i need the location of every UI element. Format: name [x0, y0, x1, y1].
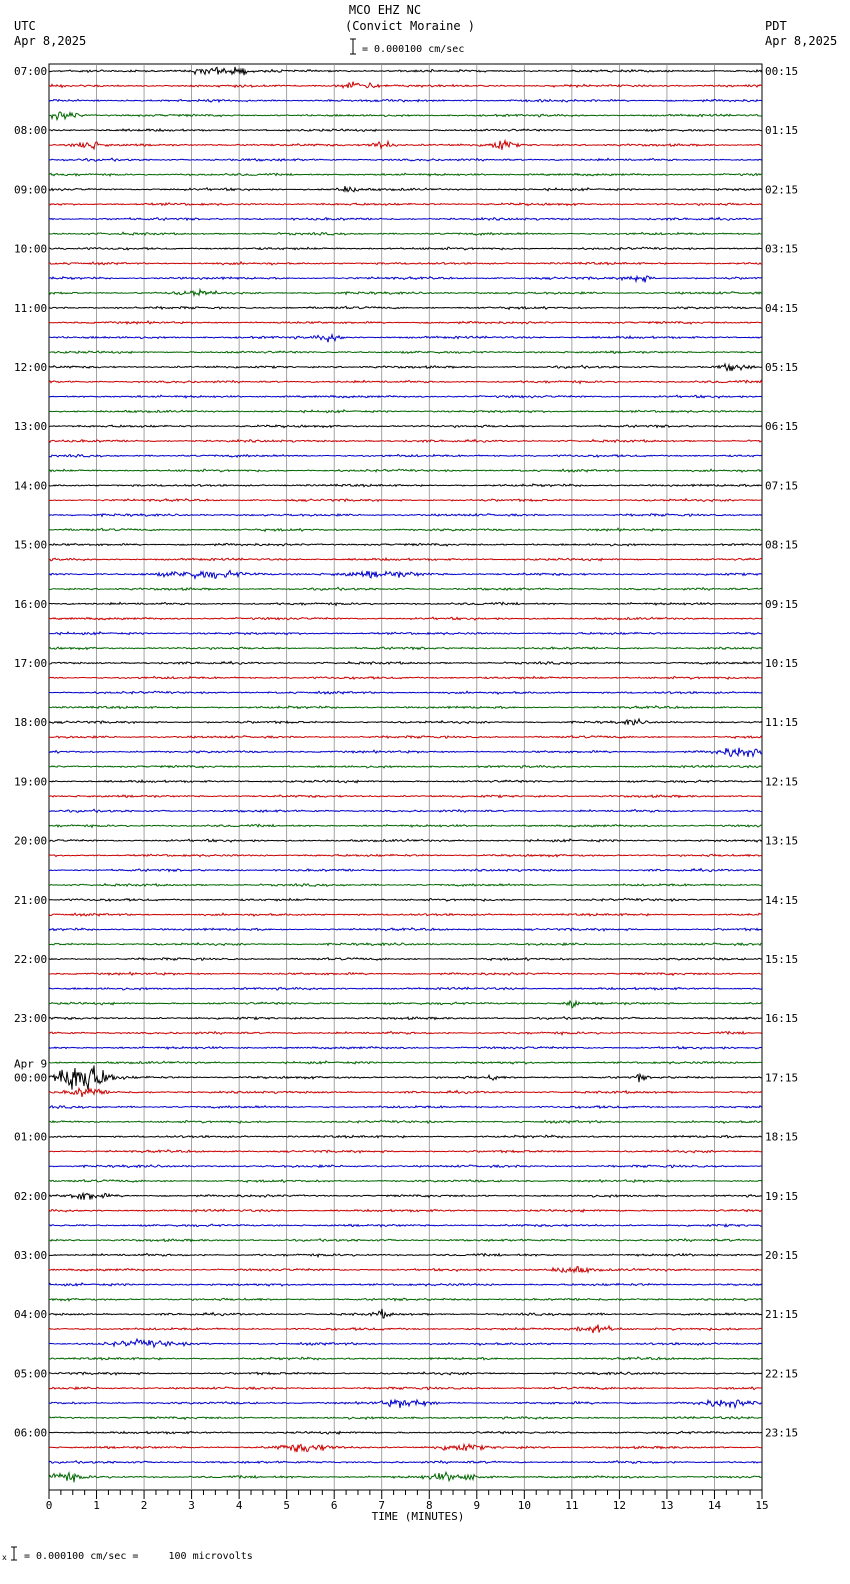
trace-row-65: [49, 1031, 762, 1034]
right-time-label: 22:15: [765, 1367, 799, 1381]
x-tick-label: 11: [565, 1499, 579, 1512]
x-axis-label: TIME (MINUTES): [371, 1510, 465, 1523]
trace-row-89: [49, 1387, 762, 1390]
left-time-label: 14:00: [14, 479, 48, 493]
trace-row-34: [49, 570, 762, 578]
right-time-label: 15:15: [765, 953, 799, 966]
right-time-label: 09:15: [765, 597, 799, 611]
trace-row-68: [49, 1065, 762, 1089]
x-tick-label: 7: [378, 1499, 386, 1512]
trace-row-45: [49, 736, 762, 739]
x-tick-label: 13: [660, 1499, 674, 1512]
trace-row-13: [49, 262, 762, 265]
trace-row-38: [49, 632, 762, 635]
left-timezone: UTC: [14, 19, 36, 33]
trace-row-91: [49, 1417, 762, 1420]
x-tick-label: 4: [235, 1499, 243, 1512]
trace-row-84: [49, 1309, 762, 1318]
trace-group: [49, 67, 762, 1482]
left-time-label: 00:00: [14, 1071, 48, 1085]
left-time-label: 21:00: [14, 893, 48, 907]
left-time-label: 17:00: [14, 657, 48, 670]
left-time-label: 07:00: [14, 65, 48, 78]
trace-row-33: [49, 558, 762, 561]
right-time-label: 13:15: [765, 834, 799, 848]
trace-row-21: [49, 380, 762, 383]
left-time-label: 16:00: [14, 597, 48, 611]
trace-row-81: [49, 1266, 762, 1272]
trace-row-16: [49, 306, 762, 309]
trace-row-73: [49, 1150, 762, 1153]
trace-row-1: [49, 82, 762, 88]
trace-row-83: [49, 1298, 762, 1301]
right-time-label: 21:15: [765, 1308, 799, 1322]
trace-row-52: [49, 839, 762, 842]
x-tick-label: 6: [330, 1499, 338, 1512]
x-tick-label: 9: [473, 1499, 481, 1512]
x-tick-label: 10: [517, 1499, 531, 1512]
trace-row-10: [49, 218, 762, 221]
right-time-label: 08:15: [765, 538, 799, 552]
trace-row-77: [49, 1209, 762, 1212]
trace-row-4: [49, 129, 762, 132]
trace-row-43: [49, 706, 762, 709]
station-location: (Convict Moraine ): [344, 19, 476, 33]
trace-row-64: [49, 1017, 762, 1020]
trace-row-66: [49, 1047, 762, 1050]
x-axis: [46, 1490, 769, 1512]
trace-row-44: [49, 719, 762, 725]
right-time-label: 03:15: [765, 242, 799, 256]
trace-row-82: [49, 1283, 762, 1286]
left-time-label: 02:00: [14, 1189, 48, 1203]
x-tick-label: 5: [283, 1499, 290, 1512]
trace-row-12: [49, 247, 762, 250]
trace-row-85: [49, 1325, 762, 1333]
trace-row-9: [49, 203, 762, 206]
trace-row-11: [49, 232, 762, 235]
left-time-label: 08:00: [14, 124, 48, 138]
trace-row-76: [49, 1193, 762, 1199]
right-timezone: PDT: [765, 19, 787, 33]
right-time-labels: [765, 65, 798, 1440]
trace-row-74: [49, 1165, 762, 1168]
x-tick-label: 14: [707, 1499, 722, 1512]
trace-row-57: [49, 913, 762, 916]
right-time-label: 10:15: [765, 657, 799, 670]
trace-row-40: [49, 661, 762, 664]
right-time-label: 00:15: [765, 65, 799, 78]
trace-row-51: [49, 824, 762, 827]
trace-row-30: [49, 514, 762, 517]
station-title: MCO EHZ NC: [348, 3, 422, 17]
right-time-label: 18:15: [765, 1130, 799, 1144]
trace-row-47: [49, 765, 762, 768]
trace-row-93: [49, 1444, 762, 1452]
trace-row-8: [49, 186, 762, 192]
trace-row-15: [49, 290, 762, 296]
left-time-label: 22:00: [14, 953, 48, 966]
trace-row-25: [49, 439, 762, 442]
trace-row-95: [49, 1472, 762, 1482]
header-scale-text: = 0.000100 cm/sec: [362, 44, 465, 55]
left-time-label: 20:00: [14, 834, 48, 848]
trace-row-63: [49, 1001, 762, 1008]
left-time-label: 10:00: [14, 242, 48, 256]
left-time-label: 12:00: [14, 361, 48, 374]
left-time-label: 15:00: [14, 538, 48, 552]
trace-row-56: [49, 898, 762, 901]
footer-prefix: x: [2, 1553, 7, 1562]
right-time-label: 20:15: [765, 1249, 799, 1262]
trace-row-49: [49, 795, 762, 798]
left-time-label: 05:00: [14, 1367, 48, 1381]
trace-row-22: [49, 395, 762, 398]
trace-row-94: [49, 1461, 762, 1464]
trace-row-62: [49, 987, 762, 990]
right-time-label: 19:15: [765, 1189, 799, 1203]
trace-row-35: [49, 587, 762, 590]
right-time-label: 12:15: [765, 775, 799, 789]
trace-row-0: [49, 67, 762, 75]
footer-scale-text: = 0.000100 cm/sec = 100 microvolts: [24, 1551, 253, 1562]
trace-row-61: [49, 972, 762, 975]
trace-row-59: [49, 943, 762, 946]
left-time-label: 18:00: [14, 716, 48, 730]
trace-row-88: [49, 1372, 762, 1375]
trace-row-80: [49, 1253, 762, 1256]
x-tick-label: 2: [140, 1499, 148, 1512]
right-time-label: 06:15: [765, 420, 799, 434]
trace-row-20: [49, 364, 762, 371]
trace-row-39: [49, 647, 762, 650]
trace-row-78: [49, 1224, 762, 1227]
trace-row-67: [49, 1061, 762, 1064]
trace-row-75: [49, 1180, 762, 1183]
trace-row-71: [49, 1120, 762, 1123]
trace-row-19: [49, 351, 762, 354]
trace-row-58: [49, 928, 762, 931]
trace-row-14: [49, 276, 762, 283]
trace-row-31: [49, 528, 762, 531]
trace-row-5: [49, 141, 762, 150]
right-time-label: 02:15: [765, 183, 799, 197]
trace-row-92: [49, 1431, 762, 1434]
left-date: Apr 8,2025: [14, 34, 87, 48]
trace-row-69: [49, 1088, 762, 1097]
trace-row-48: [49, 780, 762, 783]
x-tick-label: 8: [425, 1499, 433, 1512]
trace-row-86: [49, 1339, 762, 1347]
trace-row-6: [49, 158, 762, 161]
right-time-label: 07:15: [765, 479, 799, 493]
trace-row-2: [49, 99, 762, 102]
right-time-label: 23:15: [765, 1426, 799, 1440]
trace-row-54: [49, 869, 762, 872]
trace-row-27: [49, 469, 762, 472]
left-time-label: 09:00: [14, 183, 48, 197]
trace-row-32: [49, 543, 762, 546]
left-time-label: 03:00: [14, 1249, 48, 1262]
x-tick-label: 15: [755, 1499, 769, 1512]
left-time-label: 11:00: [14, 301, 48, 315]
right-time-label: 01:15: [765, 124, 799, 138]
trace-row-28: [49, 484, 762, 487]
left-time-label: 13:00: [14, 420, 48, 434]
x-tick-label: 3: [188, 1499, 195, 1512]
trace-row-41: [49, 676, 762, 679]
trace-row-70: [49, 1106, 762, 1109]
trace-row-53: [49, 854, 762, 857]
right-time-label: 04:15: [765, 301, 799, 315]
trace-row-50: [49, 809, 762, 812]
trace-row-23: [49, 410, 762, 413]
left-time-label: 23:00: [14, 1012, 48, 1026]
left-time-label: 01:00: [14, 1130, 48, 1144]
trace-row-24: [49, 425, 762, 428]
right-time-label: 14:15: [765, 893, 799, 907]
trace-row-26: [49, 454, 762, 457]
x-tick-label: 12: [612, 1499, 627, 1512]
x-tick-label: 1: [93, 1499, 100, 1512]
right-time-label: 16:15: [765, 1012, 799, 1026]
trace-row-7: [49, 173, 762, 176]
right-time-label: 17:15: [765, 1071, 799, 1085]
trace-row-79: [49, 1239, 762, 1242]
left-time-label: 04:00: [14, 1308, 48, 1322]
trace-row-36: [49, 602, 762, 605]
right-date: Apr 8,2025: [765, 34, 838, 48]
trace-row-72: [49, 1135, 762, 1138]
right-time-label: 11:15: [765, 716, 799, 730]
trace-row-90: [49, 1400, 762, 1408]
trace-row-18: [49, 335, 762, 342]
right-time-label: 05:15: [765, 361, 799, 374]
x-tick-label: 0: [45, 1499, 53, 1512]
left-time-labels: [14, 65, 47, 1440]
trace-row-55: [49, 884, 762, 887]
trace-row-17: [49, 321, 762, 324]
trace-row-3: [49, 112, 762, 120]
trace-row-42: [49, 691, 762, 694]
trace-row-87: [49, 1357, 762, 1360]
trace-row-37: [49, 617, 762, 620]
left-time-label: 06:00: [14, 1426, 48, 1440]
left-time-label: 19:00: [14, 775, 48, 789]
trace-row-46: [49, 748, 762, 757]
date-change-label: Apr 9: [14, 1057, 48, 1071]
trace-row-60: [49, 958, 762, 961]
trace-row-29: [49, 499, 762, 502]
